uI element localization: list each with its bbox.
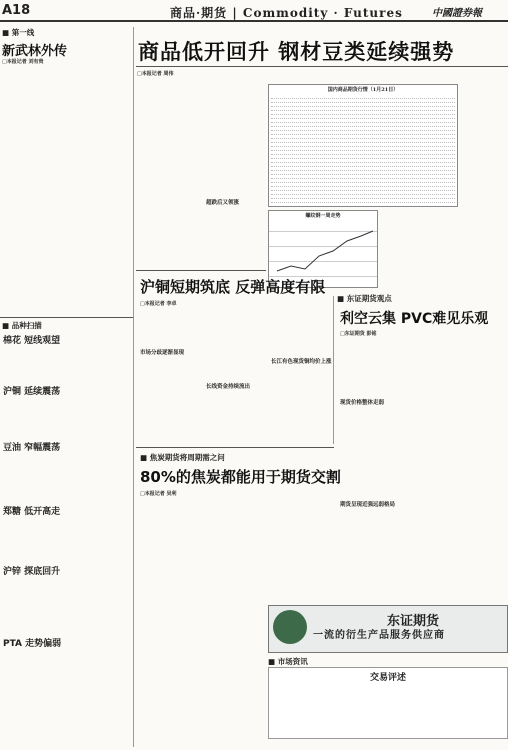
copper-subhead-1: 市场分歧逐渐显现 [140, 350, 185, 356]
brief-title-2: 沪铜 延续震荡 [3, 387, 61, 397]
pvc-headline: 利空云集 PVC难见乐观 [340, 311, 489, 327]
trade-commentary-title: 交易评述 [369, 673, 406, 683]
mid-subhead-1: 超跌后又领涨 [206, 200, 240, 206]
trade-commentary-box [268, 667, 508, 739]
copper-headline: 沪铜短期筑底 反弹高度有限 [140, 278, 326, 296]
ad-brand: 东证期货 [387, 614, 440, 629]
section-title: 商品·期货 | Commodity · Futures [170, 6, 403, 20]
left-column-body [2, 66, 130, 316]
left-byline: □本报记者 刘有贵 [2, 59, 44, 65]
pvc-subhead-1: 现货价格整体走弱 [340, 400, 385, 406]
left-kicker: ■ 第一线 [2, 28, 35, 37]
copper-subhead-3: 长江有色现货铜均价上涨 [271, 359, 332, 365]
ad-slogan: 一流的衍生产品服务供应商 [313, 630, 445, 641]
coke-byline: □本报记者 吴利 [140, 491, 177, 497]
coke-section: ■ 焦炭期货将周期需之问 [140, 453, 225, 462]
copper-subhead-2: 长线资金持续流出 [206, 384, 251, 390]
masthead-logo: 中國證券報 [432, 8, 482, 19]
mid-byline: □本报记者 周伟 [137, 71, 174, 77]
left-column-title: 新武林外传 [2, 44, 68, 59]
brief-title-6: PTA 走势偏弱 [3, 639, 62, 649]
page-number: A18 [2, 3, 31, 18]
ad-logo-icon [273, 610, 307, 644]
advertisement[interactable] [268, 605, 508, 653]
copper-byline: □本报记者 李卓 [140, 301, 177, 307]
pvc-byline: □东证期货 彭铭 [340, 331, 377, 337]
pvc-subhead-2: 期货呈现近强远弱格局 [340, 502, 396, 508]
quote-table-title: 国内商品期货行情（1月21日） [327, 87, 399, 93]
main-headline: 商品低开回升 钢材豆类延续强势 [138, 40, 455, 64]
brief-title-1: 棉花 短线观望 [3, 336, 61, 346]
brief-title-4: 郑糖 低开高走 [3, 507, 61, 517]
brief-section: ■ 品种扫描 [2, 321, 42, 330]
brief-title-5: 沪锌 探底回升 [3, 567, 61, 577]
brief-title-3: 豆油 窄幅震荡 [3, 443, 61, 453]
pvc-section: ■ 东证期货观点 [337, 294, 392, 303]
quote-table [268, 84, 458, 207]
chart-title: 螺纹钢一周走势 [305, 213, 341, 219]
market-section: ■ 市场资讯 [268, 657, 308, 666]
coke-headline: 80%的焦炭都能用于期货交割 [140, 468, 341, 486]
